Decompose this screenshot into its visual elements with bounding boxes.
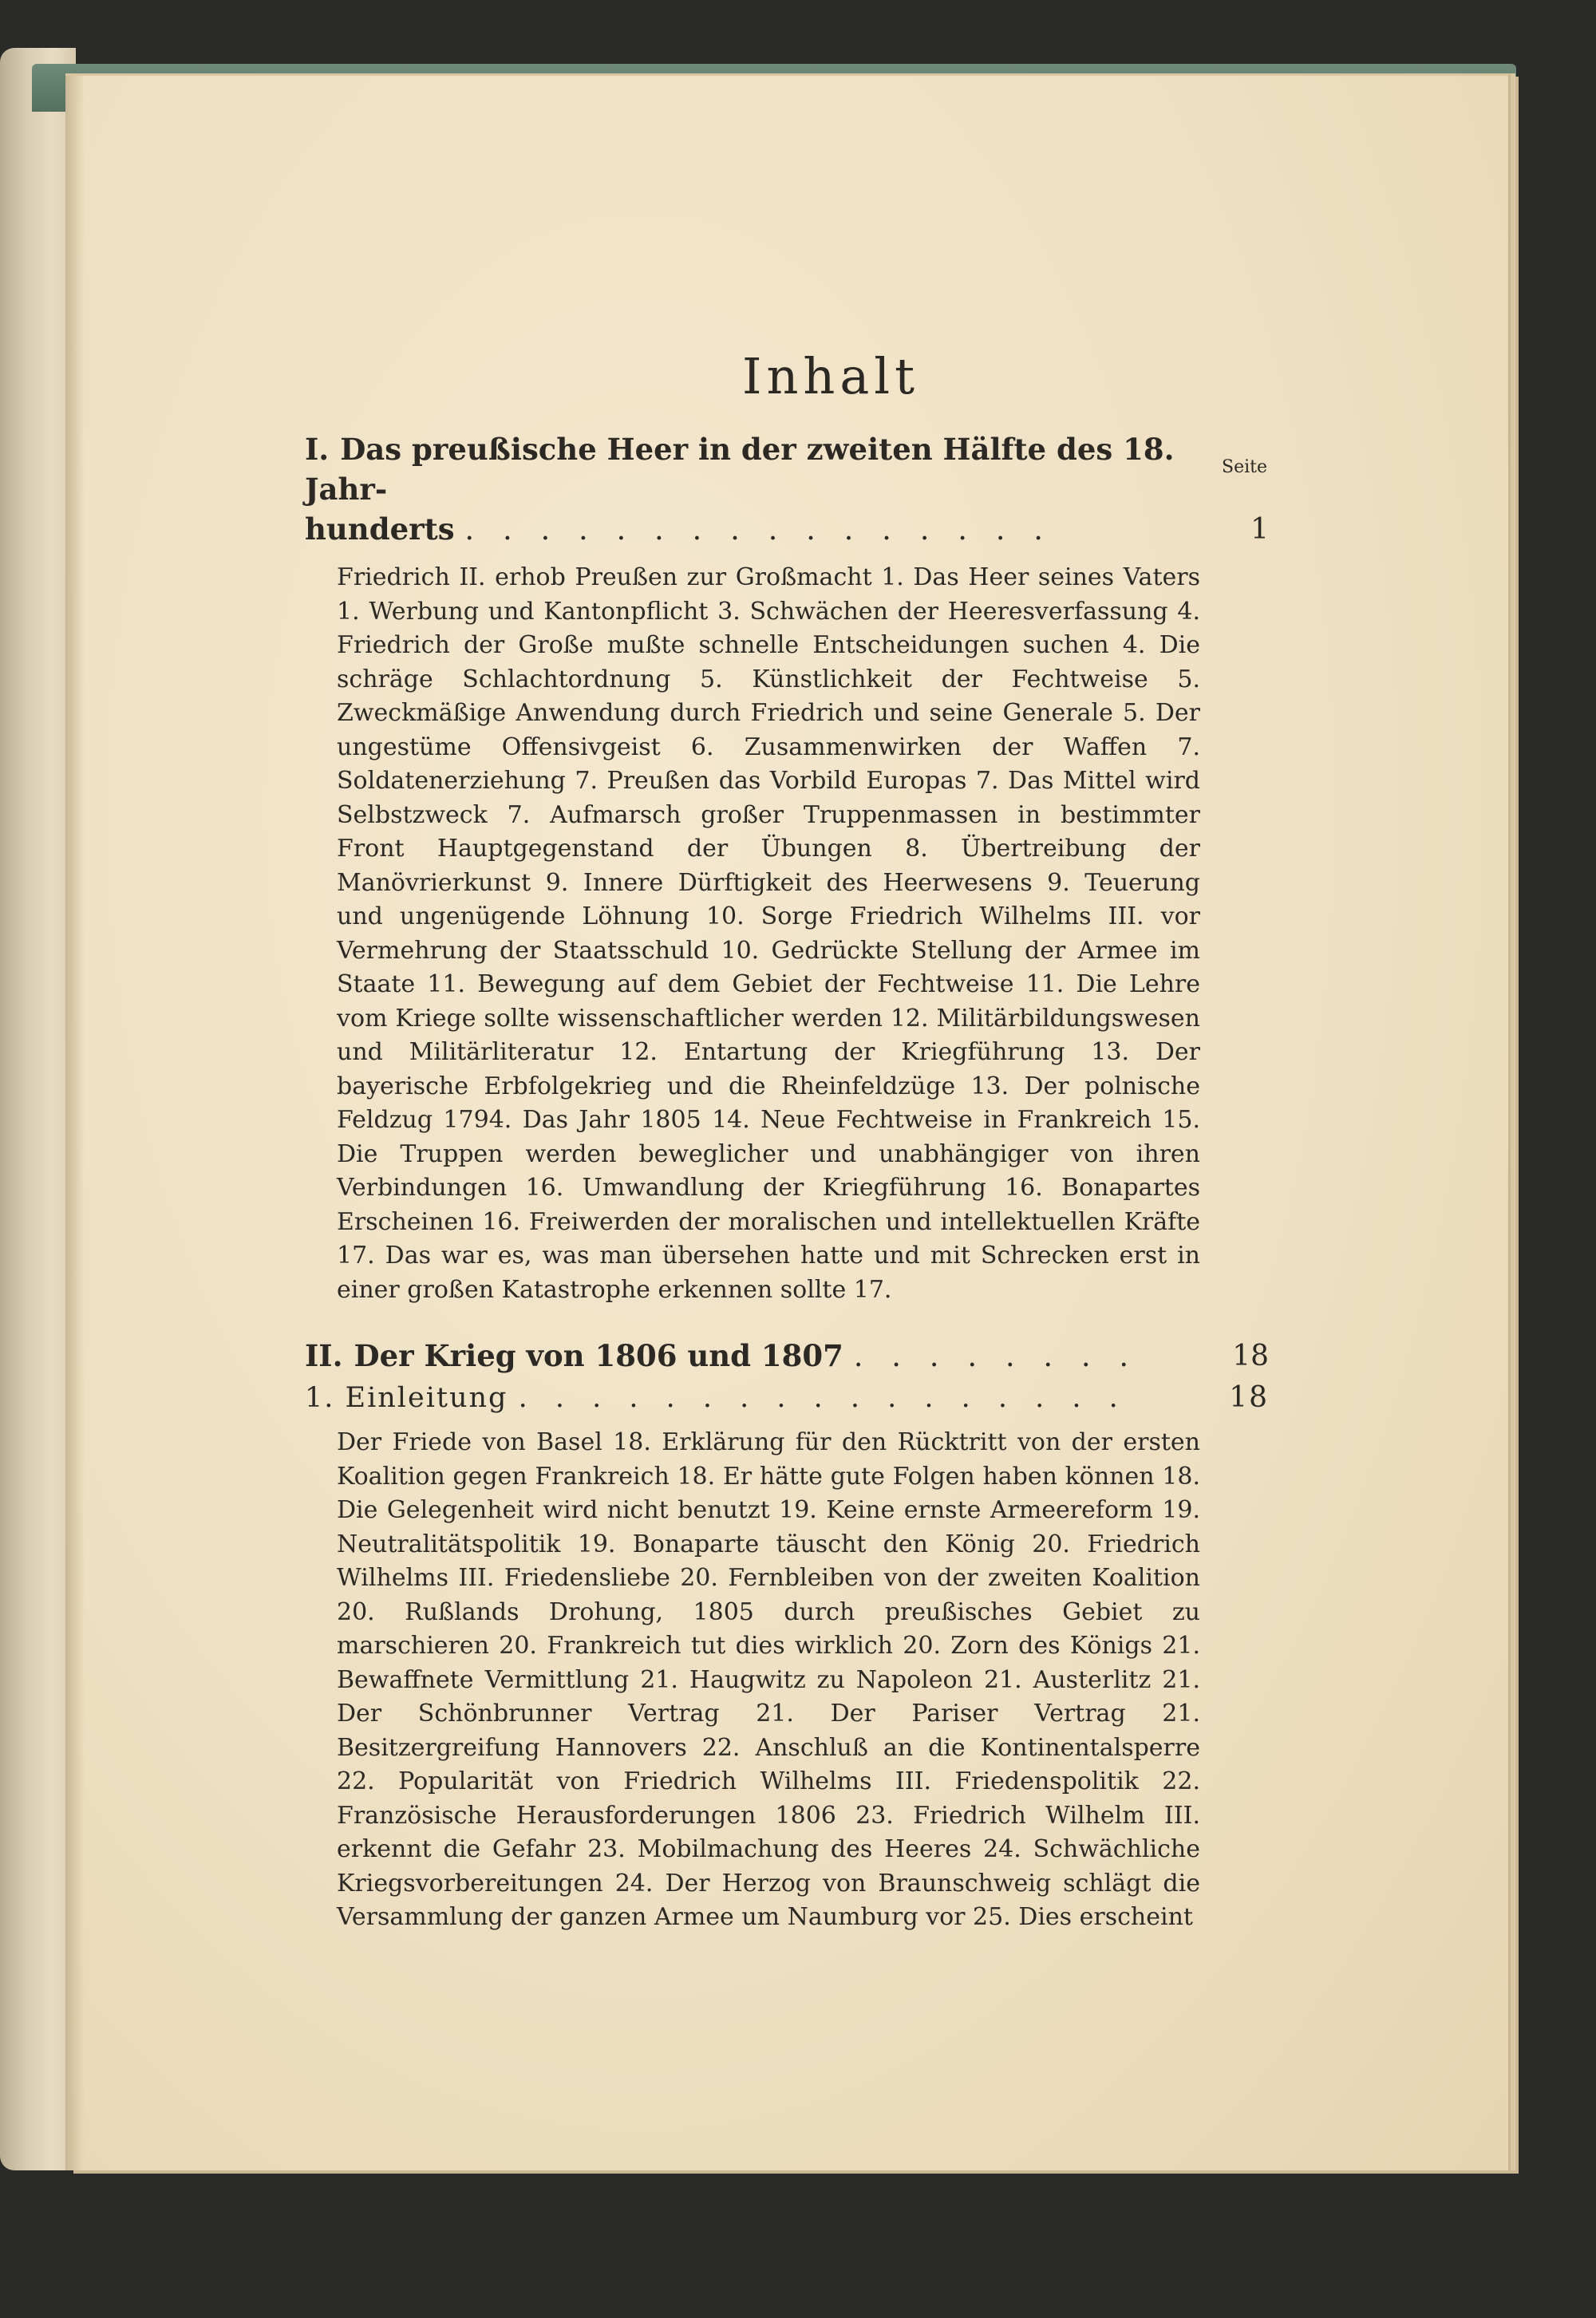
chapter-1-heading xyxy=(305,429,1200,509)
section-1-summary: Der Friede von Basel 18. Erklärung für den Rücktritt von der ersten Koalition gegen Frankreich 18. Er hätte gute Folgen haben können 18. Die Gelegenheit wird nicht benutzt 19. Keine ernste Armeereform 19. Neutralitätspolitik 19. Bonaparte täuscht den König 20. Friedrich Wilhelms III. Friedensliebe 20. Fernbleiben von der zweiten Koalition 20. Rußlands Drohung, 1805 durch preußisches Gebiet zu marschieren 20. Frankreich tut dies wirklich 20. Zorn des Königs 21. Bewaffnete Vermittlung 21. Haugwitz zu Napoleon 21. Austerlitz 21. Der Schönbrunner Vertrag 21. Der Pariser Vertrag 21. Besitzergreifung Hannovers 22. Anschluß an die Kontinentalsperre 22. Popularität von Friedrich Wilhelms III. Friedenspolitik 22. Französische Herausforderungen 1806 23. Friedrich Wilhelm III. erkennt die Gefahr 23. Mobilmachung des Heeres 24. Schwächliche Kriegsvorbereitungen 24. Der Herzog von Braunschweig schlägt die Versammlung der ganzen Armee um Naumburg vor 25. Dies erscheint xyxy=(337,1428,1200,1931)
chapter-2-entry xyxy=(305,1336,1269,1935)
table-of-contents xyxy=(305,347,1269,1935)
chapter-1-title-line2: hunderts xyxy=(305,511,455,547)
section-1-title: 1. Einleitung xyxy=(305,1382,508,1414)
chapter-2-title: Der Krieg von 1806 und 1807 xyxy=(354,1338,843,1373)
chapter-1-page-number: 1 xyxy=(1250,513,1269,546)
chapter-2-number: II. xyxy=(305,1338,343,1373)
page-title: Inhalt xyxy=(741,347,920,405)
chapter-1-leader-dots: . . . . . . . . . . . . . . . . xyxy=(464,512,1053,547)
seite-column-label: Seite xyxy=(1222,457,1267,477)
chapter-1-summary: Friedrich II. erhob Preußen zur Großmacht 1. Das Heer seines Vaters 1. Werbung und Kantonpflicht 3. Schwächen der Heeresverfassung 4. Friedrich der Große mußte schnelle Entscheidungen suchen 4. Die schräge Schlachtordnung 5. Künstlichkeit der Fechtweise 5. Zweckmäßige Anwendung durch Friedrich und seine Generale 5. Der ungestüme Offensivgeist 6. Zusammenwirken der Waffen 7. Soldatenerziehung 7. Preußen das Vorbild Europas 7. Das Mittel wird Selbstzweck 7. Aufmarsch großer Truppenmassen in bestimmter Front Hauptgegenstand der Übungen 8. Übertreibung der Manövrierkunst 9. Innere Dürftigkeit des Heerwesens 9. Teuerung und ungenügende Löhnung 10. Sorge Friedrich Wilhelms III. vor Vermehrung der Staatsschuld 10. Gedrückte Stellung der Armee im Staate 11. Bewegung auf dem Gebiet der Fechtweise 11. Die Lehre vom Kriege sollte wissenschaftlicher werden 12. Militärbildungswesen und Militärliteratur 12. Entartung der Kriegführung 13. Der bayerische Erbfolgekrieg und die Rheinfeldzüge 13. Der polnische Feldzug 1794. Das Jahr 1805 14. Neue Fechtweise in Frankreich 15. Die Truppen werden beweglicher und unabhängiger von ihren Verbindungen 16. Umwandlung der Kriegführung 16. Bonapartes Erscheinen 16. Freiwerden der moralischen und intellektuellen Kräfte 17. Das war es, was man übersehen hatte und mit Schrecken erst in einer großen Katastrophe erkennen sollte 17. xyxy=(337,563,1200,1304)
chapter-2-page-number: 18 xyxy=(1232,1340,1269,1372)
section-1-heading xyxy=(305,1378,1269,1418)
chapter-1-number: I. xyxy=(305,432,330,467)
chapter-1-heading-cont xyxy=(305,509,1269,550)
book-page xyxy=(65,73,1511,2170)
chapter-2-leader-dots: . . . . . . . . xyxy=(853,1339,1139,1373)
page-gutter xyxy=(65,76,85,2170)
book-cover-edge xyxy=(0,48,76,2170)
section-1-page-number: 18 xyxy=(1229,1381,1269,1414)
chapter-2-heading xyxy=(305,1336,1269,1376)
section-1-leader-dots: . . . . . . . . . . . . . . . . . xyxy=(518,1382,1128,1414)
chapter-1-title-line1: Das preußische Heer in der zweiten Hälfte des 18. Jahr- xyxy=(305,432,1175,507)
